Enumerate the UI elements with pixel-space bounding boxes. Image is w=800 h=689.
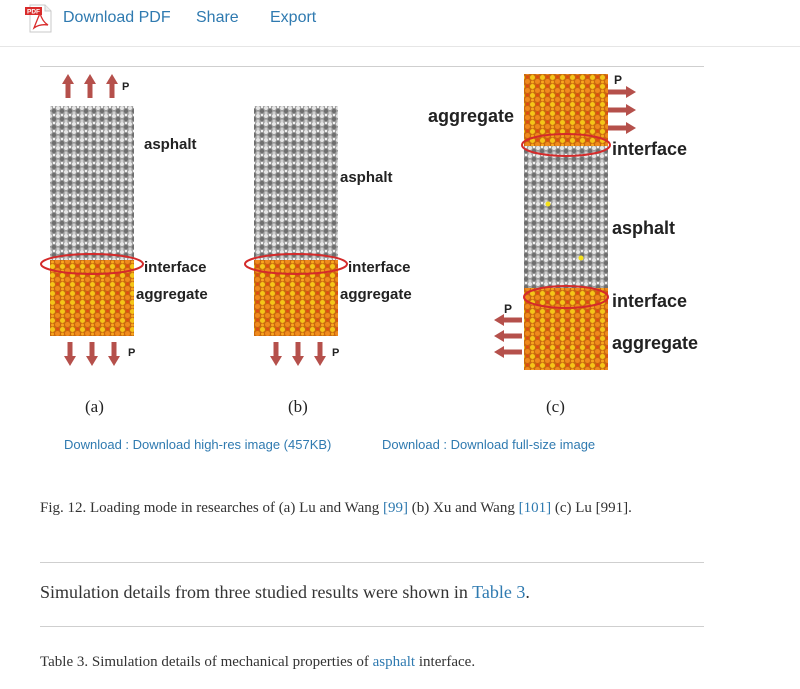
- load-arrow-left: [494, 346, 522, 358]
- paragraph-text: Simulation details from three studied results were shown in: [40, 582, 473, 602]
- figure-caption: [40, 500, 632, 517]
- pdf-badge-text: PDF: [27, 8, 40, 16]
- particle: [546, 202, 551, 207]
- load-arrow-down: [86, 342, 98, 366]
- panel-label: aggregate: [428, 106, 515, 126]
- load-arrow-right: [608, 122, 636, 134]
- particle: [579, 256, 584, 261]
- section-divider: [40, 562, 704, 563]
- load-arrow-up: [62, 74, 74, 98]
- load-arrow-down: [292, 342, 304, 366]
- panel-label: aggregate: [612, 333, 699, 353]
- panel-label: interface: [144, 259, 207, 276]
- section-divider: [40, 626, 704, 627]
- panel-label: interface: [348, 259, 411, 276]
- aggregate-layer: [524, 74, 608, 146]
- export-link[interactable]: Export: [270, 9, 317, 26]
- asphalt-layer: [254, 106, 338, 260]
- share-link[interactable]: Share: [196, 9, 239, 26]
- load-label: P: [614, 73, 623, 87]
- table-caption-text: Table 3. Simulation details of mechanical properties of: [40, 654, 373, 670]
- panel-label: aggregate: [136, 286, 208, 303]
- pdf-icon[interactable]: [24, 2, 54, 34]
- load-arrow-up: [106, 74, 118, 98]
- panel-label: interface: [612, 139, 688, 159]
- download-pdf-link[interactable]: Download PDF: [63, 9, 171, 26]
- body-paragraph: [40, 582, 530, 603]
- download-fullsize-link[interactable]: Download : Download full-size image: [382, 437, 596, 452]
- caption-text: (b) Xu and Wang: [408, 500, 519, 516]
- panel-label: asphalt: [340, 169, 393, 186]
- asphalt-topic-link[interactable]: asphalt: [372, 654, 416, 670]
- article-toolbar: [0, 0, 800, 47]
- load-label: P: [332, 347, 340, 359]
- load-arrow-left: [494, 330, 522, 342]
- aggregate-layer: [524, 288, 608, 370]
- caption-text: (c) Lu [991].: [551, 500, 632, 516]
- paragraph-text: .: [525, 582, 530, 602]
- table-caption-text: interface.: [415, 654, 476, 670]
- panel-label: interface: [612, 291, 688, 311]
- caption-text: Fig. 12. Loading mode in researches of (a) Lu and Wang: [40, 500, 384, 516]
- load-arrow-up: [84, 74, 96, 98]
- panel-b: [245, 106, 412, 416]
- load-arrow-down: [108, 342, 120, 366]
- load-arrow-down: [314, 342, 326, 366]
- panel-label: asphalt: [144, 136, 197, 153]
- table-caption: [40, 654, 475, 671]
- table-3-link[interactable]: Table 3: [472, 582, 526, 602]
- panel-letter: (b): [288, 397, 308, 416]
- asphalt-layer: [524, 146, 608, 288]
- panel-label: asphalt: [612, 218, 676, 238]
- load-label: P: [504, 302, 513, 316]
- load-label: P: [128, 347, 136, 359]
- asphalt-layer: [50, 106, 134, 260]
- load-arrow-down: [64, 342, 76, 366]
- panel-a: [41, 74, 208, 416]
- reference-link-101[interactable]: [101]: [518, 500, 552, 516]
- panel-letter: (c): [546, 397, 565, 416]
- download-highres-link[interactable]: Download : Download high-res image (457KB): [64, 437, 332, 452]
- figure-12-image[interactable]: [40, 66, 704, 426]
- panel-label: aggregate: [340, 286, 412, 303]
- load-label: P: [122, 81, 130, 93]
- panel-letter: (a): [85, 397, 104, 416]
- reference-link-99[interactable]: [99]: [383, 500, 409, 516]
- load-arrow-down: [270, 342, 282, 366]
- load-arrow-right: [608, 104, 636, 116]
- load-arrow-right: [608, 86, 636, 98]
- panel-c: [428, 73, 698, 416]
